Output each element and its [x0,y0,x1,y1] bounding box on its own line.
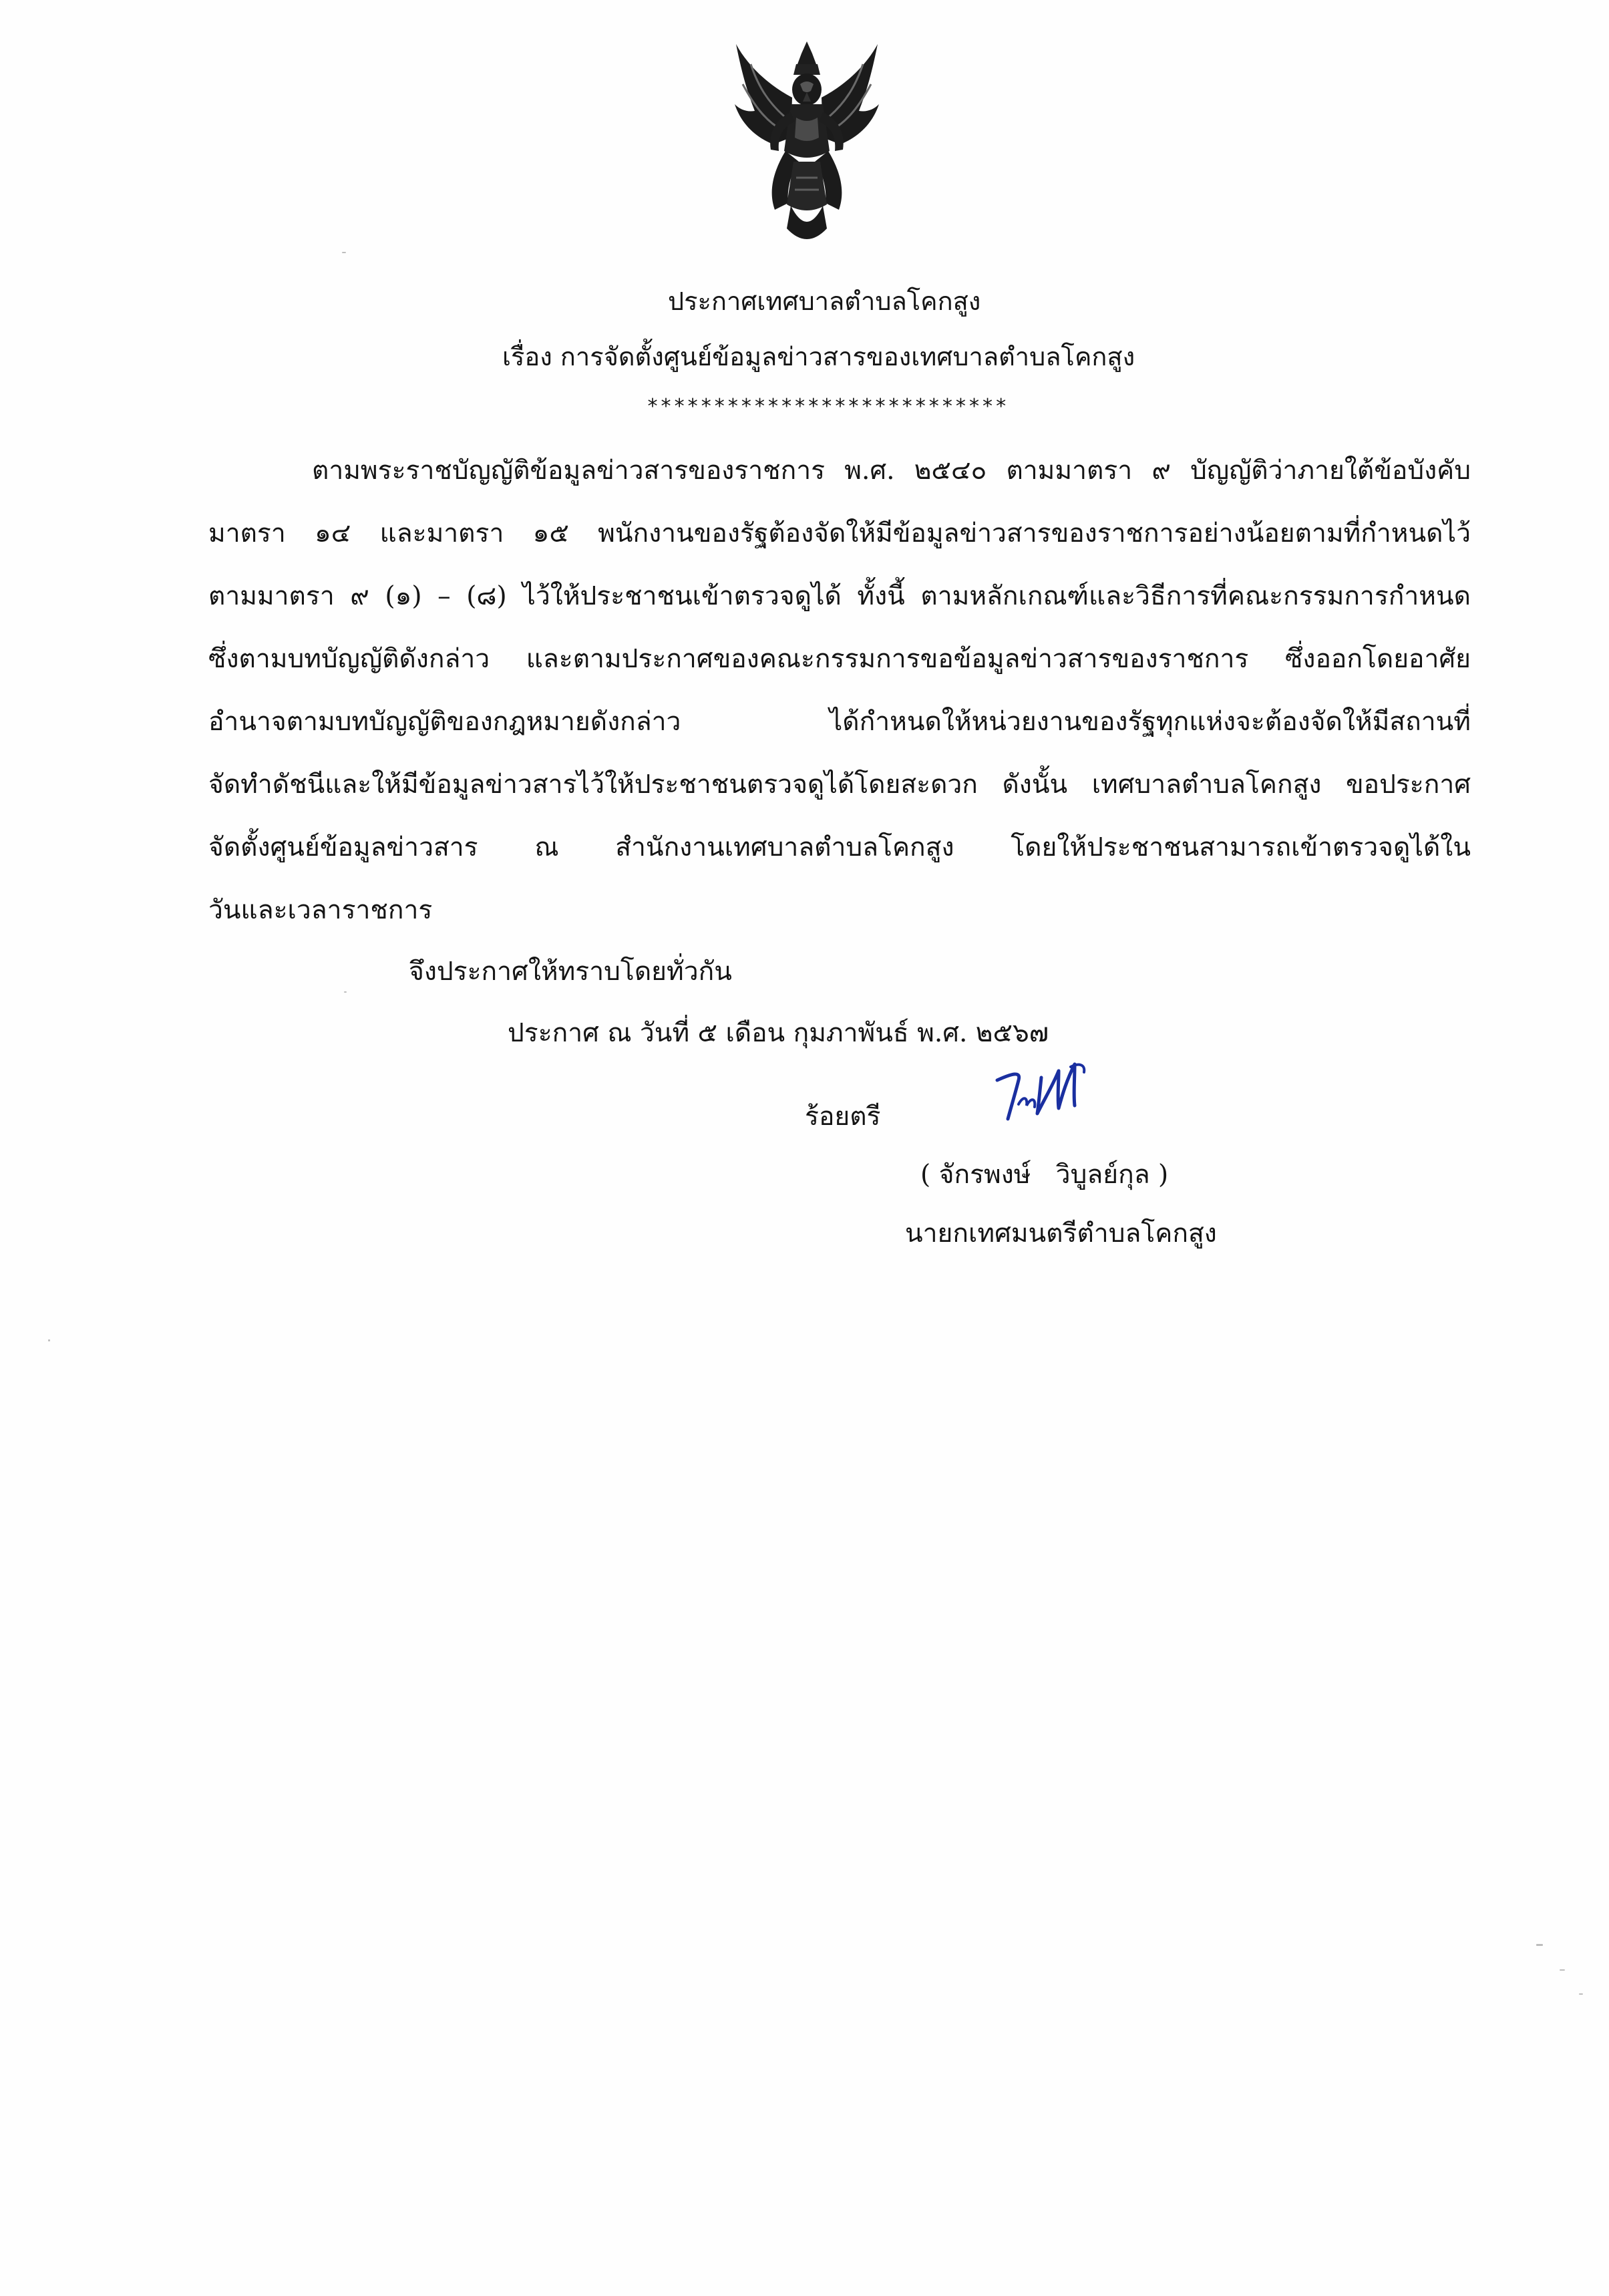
announcement-title: ประกาศเทศบาลตำบลโคกสูง [668,287,981,316]
body-line: ตามพระราชบัญญัติข้อมูลข่าวสารของราชการ พ.ศ. ๒๕๔๐ ตามมาตรา ๙ บัญญัติว่าภายใต้ข้อบังคับ [312,456,1471,486]
body-line: จัดตั้งศูนย์ข้อมูลข่าวสาร ณ สำนักงานเทศบาลตำบลโคกสูง โดยให้ประชาชนสามารถเข้าตรวจดูได้ใน [208,832,1471,862]
garuda-emblem [727,37,887,251]
body-line: มาตรา ๑๔ และมาตรา ๑๕ พนักงานของรัฐต้องจัดให้มีข้อมูลข่าวสารของราชการอย่างน้อยตามที่กำหนดไว้ [208,518,1471,548]
scan-speck [342,252,346,253]
body-line: จัดทำดัชนีและให้มีข้อมูลข่าวสารไว้ให้ประชาชนตรวจดูได้โดยสะดวก ดังนั้น เทศบาลตำบลโคกสูง ขอประกาศ [208,770,1471,800]
scan-speck [1536,1944,1543,1946]
body-line: วันและเวลาราชการ [208,895,433,925]
announcement-subject: เรื่อง การจัดตั้งศูนย์ข้อมูลข่าวสารของเทศบาลตำบลโคกสูง [502,342,1135,371]
title-separator: *************************** [647,395,1009,418]
signer-name: ( จักรพงษ์ วิบูลย์กุล ) [920,1160,1169,1190]
announcement-date: ประกาศ ณ วันที่ ๕ เดือน กุมภาพันธ์ พ.ศ. ๒๕๖๗ [508,1018,1049,1048]
scan-speck [1560,1969,1565,1971]
body-line: ซึ่งตามบทบัญญัติดังกล่าว และตามประกาศของคณะกรรมการขอข้อมูลข่าวสารของราชการ ซึ่งออกโดยอาศัย [208,644,1471,674]
body-line: ตามมาตรา ๙ (๑) – (๘) ไว้ให้ประชาชนเข้าตรวจดูได้ ทั้งนี้ ตามหลักเกณฑ์และวิธีการที่คณะกรรมการกำหนด [208,581,1471,611]
scan-speck [1579,1993,1583,1995]
body-line: อำนาจตามบทบัญญัติของกฎหมายดังกล่าว ได้กำหนดให้หน่วยงานของรัฐทุกแห่งจะต้องจัดให้มีสถานที่ [208,707,1471,737]
signer-rank: ร้อยตรี [805,1102,881,1132]
scan-speck [48,1339,50,1341]
handwritten-signature [992,1057,1092,1131]
closing-statement: จึงประกาศให้ทราบโดยทั่วกัน [409,957,732,987]
scan-speck [344,991,347,993]
signer-position: นายกเทศมนตรีตำบลโคกสูง [905,1218,1217,1249]
